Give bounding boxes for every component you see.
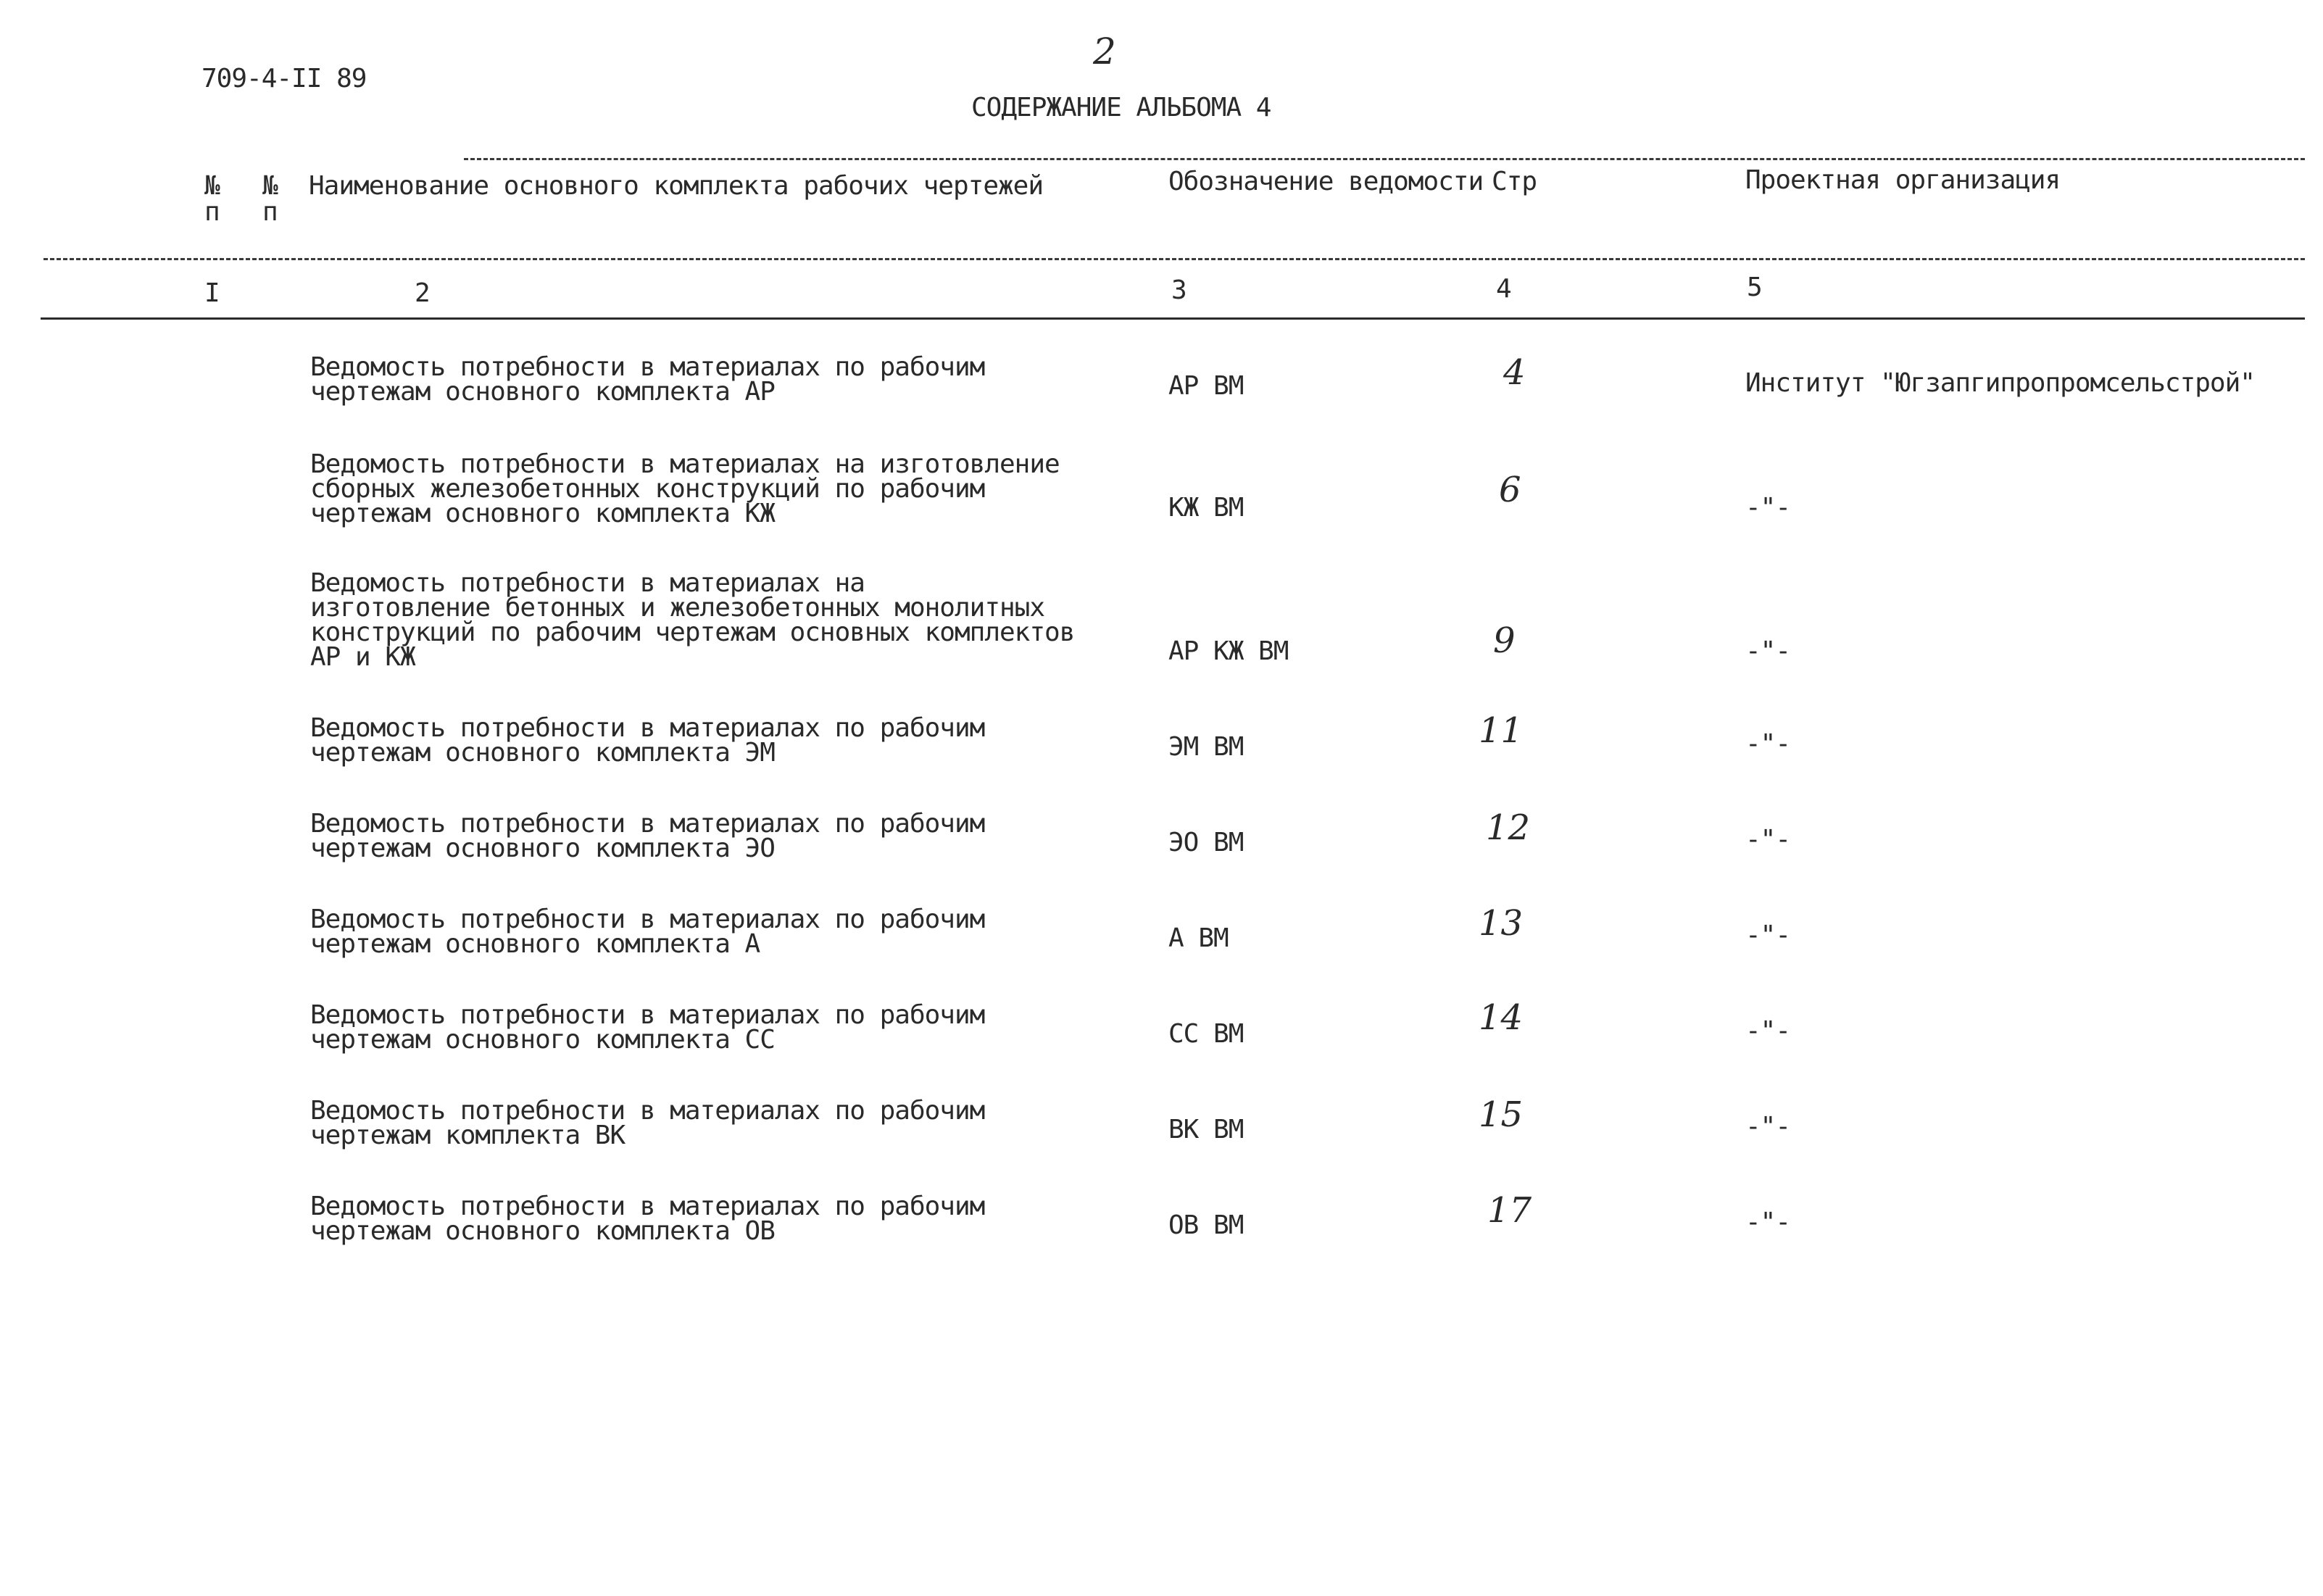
- row-name: Ведомость потребности в материалах по рабочим чертежам основного комплекта ЭМ: [310, 713, 985, 768]
- row-name: Ведомость потребности в материалах по рабочим чертежам основного комплекта ОВ: [310, 1192, 985, 1246]
- table-row: [0, 568, 2323, 672]
- table-row: [0, 710, 2323, 768]
- row-page: 6: [1499, 470, 1521, 510]
- row-page: 13: [1479, 903, 1524, 944]
- row-name: Ведомость потребности в материалах по рабочим чертежам основного комплекта АР: [310, 352, 985, 407]
- row-organization: -"-: [1745, 1208, 1791, 1237]
- table-row: [0, 449, 2323, 528]
- row-designation: А ВМ: [1168, 923, 1229, 953]
- header-col1b-sub: п: [262, 197, 278, 227]
- row-organization: -"-: [1745, 825, 1791, 855]
- header-col1b: №: [262, 171, 278, 201]
- row-organization: -"-: [1745, 1016, 1791, 1046]
- row-organization: Институт "Югзапгипропромсельстрой": [1745, 368, 2255, 398]
- header-col1a: №: [204, 171, 220, 201]
- row-organization: -"-: [1745, 729, 1791, 759]
- page-title: СОДЕРЖАНИЕ АЛЬБОМА 4: [971, 93, 1271, 122]
- document-number: 709-4-II 89: [201, 64, 367, 93]
- row-name: Ведомость потребности в материалах на изготовление сборных железобетонных конструкций по рабочим чертежам основного комплекта КЖ: [310, 449, 1060, 528]
- row-designation: ЭМ ВМ: [1168, 732, 1244, 762]
- row-page: 14: [1479, 997, 1524, 1038]
- header-page: Стр: [1492, 167, 1537, 196]
- colnum-1: I: [204, 278, 220, 308]
- row-page: 15: [1479, 1094, 1524, 1135]
- row-page: 9: [1493, 620, 1516, 661]
- row-page: 4: [1503, 352, 1526, 393]
- table-top-rule: [464, 158, 2305, 160]
- row-page: 11: [1479, 710, 1524, 751]
- table-row: [0, 903, 2323, 959]
- row-name: Ведомость потребности в материалах по рабочим чертежам основного комплекта ЭО: [310, 809, 985, 863]
- row-organization: -"-: [1745, 1112, 1791, 1142]
- header-bottom-rule: [43, 258, 2305, 260]
- header-name: Наименование основного комплекта рабочих чертежей: [309, 171, 1044, 201]
- row-name: Ведомость потребности в материалах по рабочим чертежам основного комплекта СС: [310, 1000, 985, 1055]
- row-designation: ВК ВМ: [1168, 1115, 1244, 1144]
- row-organization: -"-: [1745, 493, 1791, 523]
- row-designation: КЖ ВМ: [1168, 493, 1244, 523]
- colnum-5: 5: [1747, 273, 1762, 302]
- colnum-3: 3: [1171, 275, 1187, 305]
- table-row: [0, 1094, 2323, 1150]
- colnum-4: 4: [1496, 274, 1511, 304]
- column-numbers-bottom-rule: [41, 317, 2305, 320]
- row-designation: СС ВМ: [1168, 1019, 1244, 1049]
- header-organization: Проектная организация: [1745, 165, 2061, 195]
- row-name: Ведомость потребности в материалах по рабочим чертежам комплекта ВК: [310, 1096, 985, 1150]
- header-col1a-sub: п: [204, 197, 220, 227]
- colnum-2: 2: [415, 278, 430, 308]
- header-designation: Обозначение ведомости: [1168, 167, 1484, 196]
- table-row: [0, 997, 2323, 1055]
- table-row: [0, 1190, 2323, 1246]
- row-organization: -"-: [1745, 636, 1791, 666]
- row-designation: ОВ ВМ: [1168, 1210, 1244, 1240]
- row-name: Ведомость потребности в материалах по рабочим чертежам основного комплекта А: [310, 905, 985, 959]
- table-row: [0, 352, 2323, 407]
- row-name: Ведомость потребности в материалах на изготовление бетонных и железобетонных монолитных конструкций по рабочим чертежам основных комплектов АР и КЖ: [310, 568, 1075, 672]
- row-designation: ЭО ВМ: [1168, 828, 1244, 857]
- row-organization: -"-: [1745, 920, 1791, 950]
- row-page: 12: [1486, 807, 1531, 848]
- row-designation: АР ВМ: [1168, 371, 1244, 401]
- page-number: 2: [1093, 30, 1116, 72]
- row-page: 17: [1487, 1190, 1532, 1231]
- row-designation: АР КЖ ВМ: [1168, 636, 1289, 666]
